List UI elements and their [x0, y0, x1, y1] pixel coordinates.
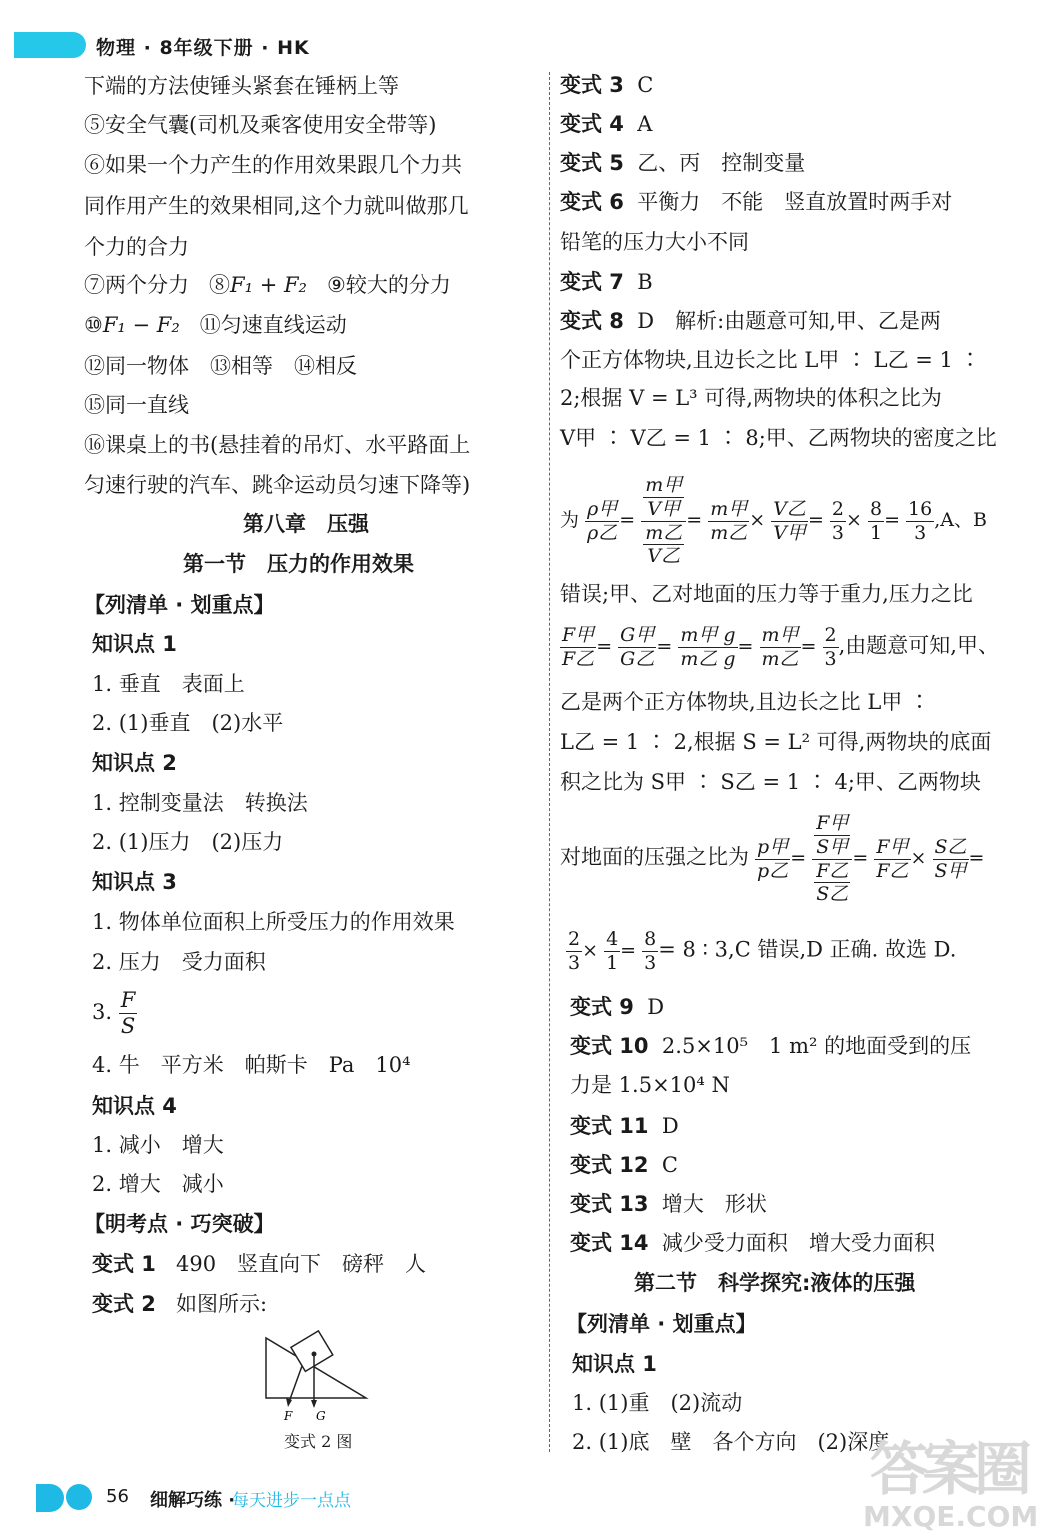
density-ratio-formula: 为 $\frac{\text{ρ甲}}{\text{ρ乙}}$ = $\frac{\frac{\text{m甲}}{\text{V甲}}}{\frac{\text{m乙}}{\text{V乙}}}$ = $\frac{\text{m甲}}{\text{m乙}}$ × $\frac{\text{V乙}}{\text{V甲}}$ = $\frac{2}{3}$ × $\frac{8}{1}$ = $\frac{16}{3}$ ,A、B — [560, 474, 987, 568]
fraction — [814, 860, 850, 907]
variant-line — [560, 112, 652, 137]
fraction-numerator: 8 — [644, 928, 657, 950]
knowledge-point-heading: 知识点 4 — [92, 1094, 177, 1118]
answer-10-marker: ⑩ — [84, 313, 103, 337]
fraction-denominator: V乙 — [647, 545, 681, 568]
pressure-arrow — [289, 1366, 302, 1402]
variant-answer: D — [647, 995, 665, 1019]
list-heading: 【列清单 · 划重点】 — [566, 1312, 757, 1336]
text-line: 2. 压力 受力面积 — [92, 950, 266, 974]
fraction-denominator: G乙 — [620, 647, 655, 670]
fraction-numerator: F甲 — [816, 812, 849, 834]
fraction-numerator: F乙 — [816, 859, 849, 882]
fraction-numerator: F — [119, 988, 138, 1014]
text-line: L乙 = 1 ∶ 2,根据 S = L² 可得,两物块的底面 — [560, 730, 992, 754]
fraction-denominator: m乙 — [710, 521, 748, 544]
fraction — [755, 836, 790, 883]
fraction-numerator: F甲 — [562, 624, 595, 646]
list-heading: 【列清单 · 划重点】 — [84, 593, 275, 617]
column-divider — [549, 72, 550, 1452]
fraction — [771, 498, 808, 545]
compound-fraction — [812, 812, 852, 906]
fraction-denominator: F乙 — [876, 859, 909, 882]
formula-suffix: ,由题意可知,甲、 — [838, 633, 999, 658]
text-line — [84, 313, 347, 338]
force-label-G: G — [316, 1409, 326, 1423]
variant-line — [570, 1153, 678, 1178]
variant-label: 变式 8 — [560, 309, 624, 333]
fraction-numerator: m甲 — [710, 497, 748, 520]
fraction-denominator: 1 — [869, 521, 883, 544]
variant-label: 变式 7 — [560, 270, 624, 294]
fraction-denominator — [812, 860, 852, 907]
text-line: 2. (1)底 壁 各个方向 (2)深度 — [572, 1430, 890, 1454]
footer-decoration — [36, 1484, 64, 1512]
text-line: 铅笔的压力大小不同 — [560, 230, 749, 254]
page-number: 56 — [106, 1486, 129, 1507]
watermark-en: MXQE.COM — [863, 1500, 1039, 1533]
fraction — [760, 624, 801, 671]
fraction-denominator: m乙 — [761, 647, 799, 670]
variant-line — [560, 309, 941, 334]
answer-8: F₁ + F₂ — [230, 273, 307, 297]
answer-11: ⑪匀速直线运动 — [199, 313, 347, 337]
fraction — [830, 498, 846, 545]
fraction — [618, 624, 656, 671]
variant-answer: 增大 形状 — [661, 1192, 767, 1216]
variant-label: 变式 13 — [570, 1192, 649, 1216]
variant-line — [570, 1034, 971, 1059]
knowledge-point-heading: 知识点 2 — [92, 751, 177, 775]
formula-prefix: 对地面的压强之比为 — [560, 845, 749, 870]
header-tab-decoration — [14, 32, 86, 58]
fraction-numerator: 16 — [908, 497, 933, 520]
fraction — [643, 474, 684, 521]
fraction-numerator: V乙 — [773, 497, 806, 520]
force-diagram-figure — [256, 1328, 376, 1423]
variant-answer: 2.5×10⁵ 1 m² 的地面受到的压 — [661, 1034, 972, 1058]
text-line: 2. (1)压力 (2)压力 — [92, 830, 284, 854]
pressure-ratio-formula: 对地面的压强之比为 $\frac{\text{p甲}}{\text{p乙}}$ = $\frac{\frac{\text{F甲}}{\text{S甲}}}{\frac{\text{F乙}}{\text{S乙}}}$ = $\frac{\text{F甲}}{\text{F乙}}$ × $\frac{\text{S乙}}{\text{S甲}}$ = — [560, 812, 985, 906]
fraction — [560, 624, 596, 671]
variant-line — [92, 1292, 267, 1317]
variant-answer: D — [661, 1114, 679, 1138]
text-line: 积之比为 S甲 ∶ S乙 = 1 ∶ 4;甲、乙两物块 — [560, 770, 981, 794]
variant-line — [570, 995, 664, 1020]
text-line: ⑤安全气囊(司机及乘客使用安全带等) — [84, 113, 437, 137]
fraction-numerator — [641, 474, 686, 522]
text-line: ⑮同一直线 — [84, 393, 189, 417]
text-line: 个正方体物块,且边长之比 L甲 ∶ L乙 = 1 ∶ — [560, 348, 981, 372]
fraction — [708, 498, 749, 545]
text-line: 1. 垂直 表面上 — [92, 672, 245, 696]
fraction-denominator: F乙 — [562, 647, 595, 670]
answer-9: ⑨较大的分力 — [327, 273, 451, 297]
fraction-numerator: F甲 — [876, 835, 909, 858]
variant-label: 变式 6 — [560, 190, 624, 214]
item-number: 3. — [92, 1000, 113, 1025]
fraction — [678, 624, 737, 671]
pressure-arrowhead — [286, 1398, 292, 1407]
text-line: 下端的方法使锤头紧套在锤柄上等 — [84, 74, 399, 98]
variant-label: 变式 9 — [570, 995, 634, 1019]
fraction-denominator: 3 — [831, 521, 844, 544]
variant-answer: C — [661, 1153, 678, 1177]
fraction-numerator — [812, 812, 852, 860]
answer-7: ⑦两个分力 — [84, 273, 189, 297]
formula-suffix: ,A、B — [934, 509, 987, 532]
fraction — [814, 812, 850, 859]
fraction-denominator: ρ乙 — [587, 521, 618, 544]
variant-answer: D 解析:由题意可知,甲、乙是两 — [637, 309, 941, 333]
text-line: V甲 ∶ V乙 = 1 ∶ 8;甲、乙两物块的密度之比 — [560, 426, 997, 450]
fraction — [933, 836, 969, 883]
variant-answer: 乙、丙 控制变量 — [637, 151, 806, 175]
fraction-numerator: m甲 — [645, 474, 683, 496]
fraction-denominator: S甲 — [934, 859, 967, 882]
fraction-denominator: V甲 — [647, 497, 681, 520]
answer-8-marker: ⑧ — [209, 273, 231, 297]
variant-answer: 如图所示: — [175, 1292, 268, 1316]
section-title: 第一节 压力的作用效果 — [183, 552, 414, 576]
variant-line — [92, 1252, 426, 1277]
variant-line — [570, 1114, 679, 1139]
fraction-numerator: 2 — [831, 497, 844, 520]
fraction — [823, 624, 839, 671]
text-line: 2. 增大 减小 — [92, 1172, 224, 1196]
text-line: ⑯课桌上的书(悬挂着的吊灯、水平路面上 — [84, 433, 471, 457]
variant-answer: A — [637, 112, 653, 136]
text-line: ⑫同一物体 ⑬相等 ⑭相反 — [84, 354, 357, 378]
block-on-incline — [291, 1331, 333, 1371]
variant-line — [560, 151, 805, 176]
text-line: 2;根据 V = L³ 可得,两物块的体积之比为 — [560, 386, 942, 410]
text-line: 匀速行驶的汽车、跳伞运动员匀速下降等) — [84, 473, 471, 497]
fraction — [566, 928, 582, 975]
fraction-numerator: m甲 g — [680, 624, 736, 646]
fraction-numerator: S乙 — [934, 835, 967, 858]
watermark-logo — [863, 1422, 1039, 1533]
footer-decoration — [66, 1484, 92, 1510]
variant-answer: 平衡力 不能 竖直放置时两手对 — [637, 190, 953, 214]
formula-line — [92, 988, 137, 1039]
fraction — [604, 928, 620, 975]
variant-answer: 减少受力面积 增大受力面积 — [661, 1231, 935, 1255]
variant-answer: 490 竖直向下 磅秤 人 — [175, 1252, 427, 1276]
compound-fraction — [641, 474, 686, 568]
fraction-numerator: 2 — [824, 624, 837, 646]
fraction-denominator: 3 — [914, 521, 927, 544]
variant-answer: C — [637, 73, 654, 97]
chapter-title: 第八章 压强 — [243, 512, 369, 536]
variant-label: 变式 4 — [560, 112, 624, 136]
variant-line — [570, 1192, 767, 1217]
text-line: 同作用产生的效果相同,这个力就叫做那几 — [84, 194, 469, 218]
formula-suffix: = 8 ∶ 3,C 错误,D 正确. 故选 D. — [658, 937, 957, 962]
fraction — [906, 498, 934, 545]
pressure-result-formula: $\frac{2}{3}$ × $\frac{4}{1}$ = $\frac{8}{3}$ = 8 ∶ 3,C 错误,D 正确. 故选 D. — [568, 928, 957, 974]
fraction-numerator: p甲 — [757, 835, 789, 858]
text-line: 1. (1)重 (2)流动 — [572, 1391, 743, 1415]
fraction-numerator: 8 — [869, 497, 883, 520]
figure-caption: 变式 2 图 — [284, 1432, 353, 1451]
fraction-denominator: S乙 — [816, 883, 849, 906]
text-line: 力是 1.5×10⁴ N — [570, 1073, 730, 1097]
fraction-numerator: 2 — [568, 928, 581, 950]
variant-label: 变式 10 — [570, 1034, 649, 1058]
fraction-denominator: p乙 — [757, 859, 789, 882]
knowledge-point-heading: 知识点 1 — [572, 1352, 657, 1376]
section-title: 第二节 科学探究:液体的压强 — [634, 1271, 916, 1295]
force-ratio-formula: $\frac{\text{F甲}}{\text{F乙}}$ = $\frac{\text{G甲}}{\text{G乙}}$ = $\frac{\text{m甲 g}}{\text{m乙 g}}$ = $\frac{\text{m甲}}{\text{m乙}}$ = $\frac{2}{3}$ ,由题意可知,甲、 — [562, 624, 999, 670]
variant-label: 变式 11 — [570, 1114, 649, 1138]
variant-answer: B — [637, 270, 653, 294]
variant-line — [560, 190, 952, 215]
text-line: 乙是两个正方体物块,且边长之比 L甲 ∶ — [560, 690, 930, 714]
fraction — [585, 498, 619, 545]
variant-label: 变式 14 — [570, 1231, 649, 1255]
answer-10: F₁ − F₂ — [102, 313, 180, 337]
pressure-fraction — [119, 988, 138, 1039]
fraction-denominator: 3 — [644, 951, 657, 974]
variant-line — [560, 270, 653, 295]
text-line: 2. (1)垂直 (2)水平 — [92, 711, 284, 735]
text-line — [84, 273, 451, 298]
fraction-numerator: G甲 — [620, 624, 655, 646]
fraction-denominator: m乙 g — [680, 647, 736, 670]
force-label-F: F — [284, 1409, 293, 1423]
fraction-numerator: m甲 — [761, 624, 799, 646]
fraction-denominator: 3 — [824, 647, 837, 670]
variant-label: 变式 3 — [560, 73, 624, 97]
text-line: 个力的合力 — [84, 235, 189, 259]
text-line: 1. 减小 增大 — [92, 1133, 224, 1157]
fraction-denominator: V甲 — [773, 521, 806, 544]
footer-book-title: 细解巧练 · — [150, 1490, 236, 1511]
footer-slogan: 每天进步一点点 — [232, 1491, 351, 1511]
header-title: 物理 · 8年级下册 · HK — [96, 37, 310, 59]
fraction-denominator: S — [120, 1014, 136, 1039]
knowledge-point-heading: 知识点 1 — [92, 632, 177, 656]
fraction — [643, 522, 684, 569]
fraction-numerator: ρ甲 — [587, 497, 618, 520]
watermark-cn: 答案圈 — [869, 1435, 1026, 1503]
fraction-denominator — [641, 522, 686, 569]
text-line: 1. 物体单位面积上所受压力的作用效果 — [92, 910, 455, 934]
text-line: 1. 控制变量法 转换法 — [92, 791, 308, 815]
text-line: 错误;甲、乙对地面的压力等于重力,压力之比 — [560, 582, 973, 606]
fraction-numerator: 4 — [606, 928, 619, 950]
text-line: ⑥如果一个力产生的作用效果跟几个力共 — [84, 153, 462, 177]
fraction — [642, 928, 658, 975]
variant-label: 变式 12 — [570, 1153, 649, 1177]
fraction — [868, 498, 884, 545]
variant-label: 变式 5 — [560, 151, 624, 175]
fraction-numerator: m乙 — [645, 521, 683, 544]
gravity-arrowhead — [311, 1400, 317, 1408]
fraction-denominator: S甲 — [816, 835, 849, 858]
knowledge-point-heading: 知识点 3 — [92, 870, 177, 894]
variant-label: 变式 1 — [92, 1252, 156, 1276]
formula-prefix: 为 — [560, 509, 580, 532]
exam-heading: 【明考点 · 巧突破】 — [84, 1212, 275, 1236]
fraction-denominator: 3 — [568, 951, 581, 974]
fraction-denominator: 1 — [606, 951, 619, 974]
fraction — [874, 836, 910, 883]
variant-line — [560, 73, 653, 98]
variant-label: 变式 2 — [92, 1292, 156, 1316]
variant-line — [570, 1231, 935, 1256]
text-line: 4. 牛 平方米 帕斯卡 Pa 10⁴ — [92, 1053, 411, 1077]
